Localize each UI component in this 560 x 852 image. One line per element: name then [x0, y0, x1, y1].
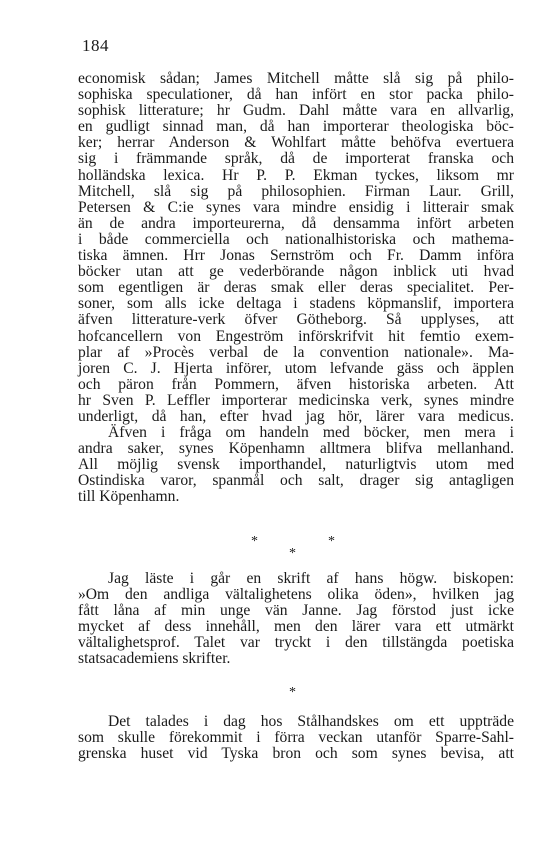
text-line: ker; herrar Anderson & Wohlfart måtte behöfva evertuera [78, 134, 514, 152]
text-line: som egentligen är deras smak eller deras specialitet. Per- [78, 279, 514, 297]
text-line: i både commerciella och nationalhistoriska och mathema- [78, 230, 514, 248]
section-separator-asterisk: * [251, 534, 258, 549]
text-line: än de andra importeurerna, då densamma infört arbeten [78, 214, 514, 232]
text-line: äfven litterature-verk öfver Götheborg. Så upplyses, att [78, 311, 514, 329]
text-line: tiska ämnen. Hrr Jonas Sernström och Fr. Damm införa [78, 247, 514, 265]
text-line: Jag läste i går en skrift af hans högw. biskopen: [108, 570, 514, 587]
text-line: hofcancellern von Engeström införskrifvit hit femtio exem- [78, 327, 514, 345]
text-line: »Om den andliga vältalighetens olika öden», hvilken jag [78, 586, 514, 604]
text-line: och päron från Pommern, äfven historiska arbeten. Att [78, 375, 514, 393]
text-line: soner, som alls icke deltaga i stadens köpmanslif, importera [78, 295, 514, 313]
text-line: holländska lexica. Hr P. P. Ekman tyckes, liksom mr [78, 166, 514, 184]
text-line: fått låna af min unge vän Janne. Jag förstod just icke [78, 602, 514, 620]
text-line: Ostindiska varor, spanmål och salt, drager sig antagligen [78, 472, 514, 490]
text-line: grenska huset vid Tyska bron och som synes bevisa, att [78, 745, 514, 763]
text-line: economisk sådan; James Mitchell måtte slå sig på philo- [78, 70, 514, 87]
text-line: Det talades i dag hos Stålhandskes om ett uppträde [108, 713, 514, 730]
text-line: Äfven i fråga om handeln med böcker, men mera i [108, 424, 514, 442]
text-line: All möjlig svensk importhandel, naturligtvis utom med [78, 456, 514, 474]
text-line: sophiska speculationer, då han infört en stor packa philo- [78, 86, 514, 104]
paragraph-stalhandske-incident [78, 714, 514, 762]
text-line: mycket af dess innehåll, men den lärer vara ett utmärkt [78, 618, 514, 636]
text-line: en gudligt sinnad man, då han importerar theologiska böc- [78, 118, 514, 136]
page-number: 184 [82, 36, 109, 55]
text-line: plar af »Procès verbal de la convention nationale». Ma- [78, 343, 514, 361]
section-separator-asterisk: * [328, 534, 335, 549]
text-line: sig i främmande språk, då de importerat franska och [78, 150, 514, 168]
text-line: vältalighetsprof. Talet var tryckt i den tillstängda poetiska [78, 634, 514, 652]
text-line: andra saker, synes Köpenhamn alltmera blifva mellanhand. [78, 440, 514, 458]
text-line: Mitchell, slå sig på philosophien. Firman Laur. Grill, [78, 182, 514, 200]
text-line: till Köpenhamn. [78, 488, 180, 506]
text-line: som skulle förekommit i förra veckan utanför Sparre-Sahl- [78, 729, 514, 747]
section-separator-asterisk: * [289, 685, 296, 700]
text-line: Petersen & C:ie synes vara mindre ensidig i litterair smak [78, 198, 514, 216]
paragraph-bishop-pamphlet [78, 571, 514, 668]
text-line: hr Sven P. Leffler importerar medicinska verk, synes mindre [78, 391, 514, 409]
section-separator-asterisk: * [289, 546, 296, 561]
text-line: sophisk litterature; hr Gudm. Dahl måtte vara en allvarlig, [78, 102, 514, 120]
text-line: statsacademiens skrifter. [78, 650, 231, 668]
text-line: underligt, då han, efter hvad jag hör, lärer vara medicus. [78, 407, 514, 425]
text-line: böcker utan att ge vederbörande någon inblick uti hvad [78, 263, 514, 281]
paragraph-trade-imports [78, 71, 514, 506]
text-line: joren C. J. Hjerta införer, utom lefvande gäss och äpplen [78, 359, 514, 377]
